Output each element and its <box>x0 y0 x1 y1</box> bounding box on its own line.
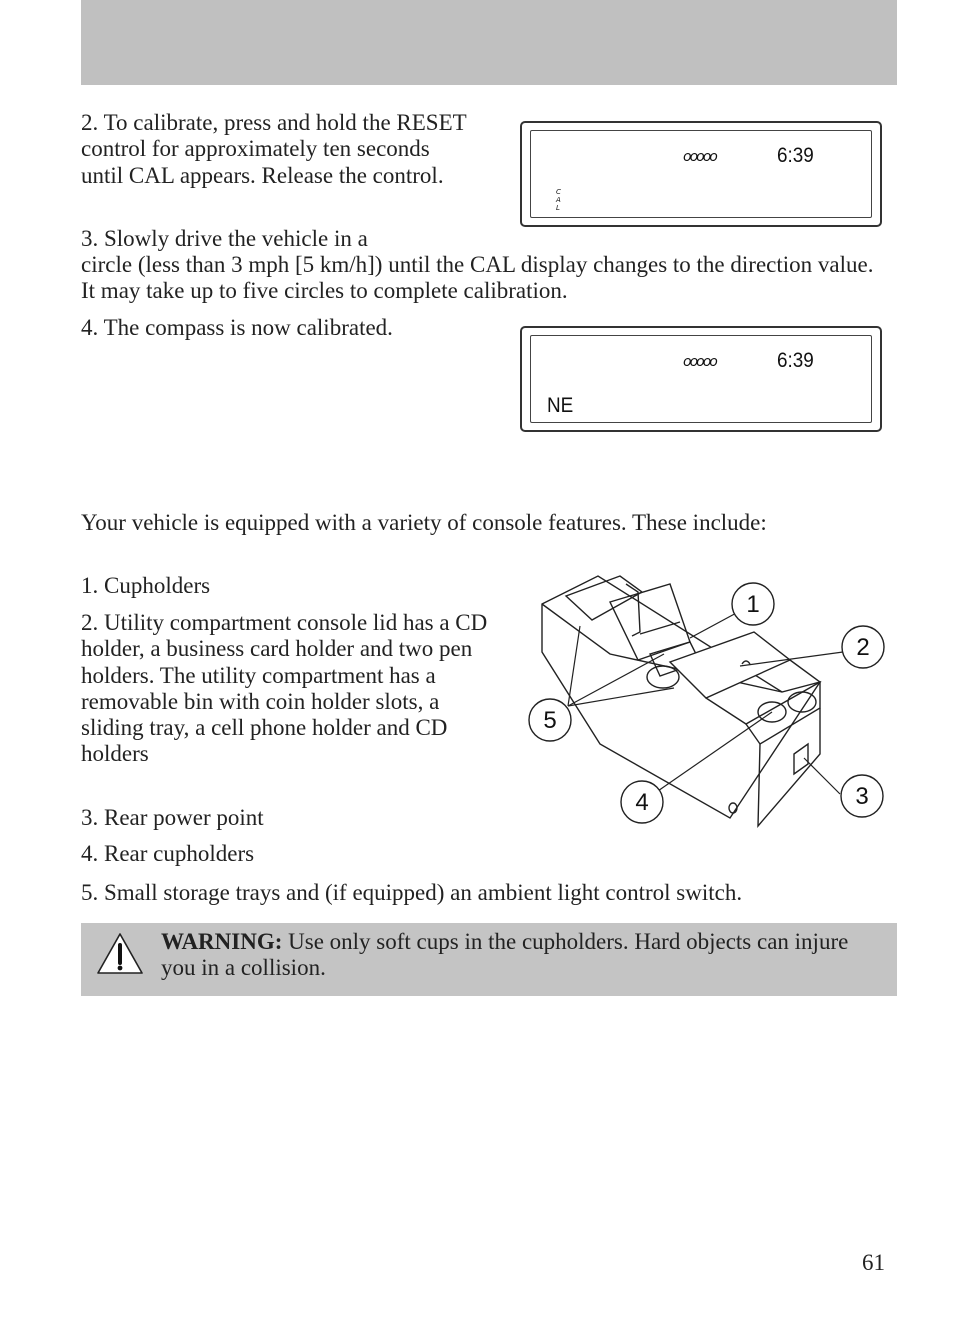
console-item-3: 3. Rear power point <box>81 805 264 830</box>
callout-3: 3 <box>855 783 869 810</box>
console-item-5: 5. Small storage trays and (if equipped) an ambient light control switch. <box>81 880 743 905</box>
console-item-2: 2. Utility compartment console lid has a CD holder, a business card holder and two pen holders. The utility compartment has a removable bin with coin holder slots, a sliding tray, a cell phone holder and CD holders <box>81 610 488 767</box>
page-number: 61 <box>862 1250 885 1275</box>
warning-triangle-icon <box>95 931 145 977</box>
console-illustration <box>520 572 892 834</box>
display-dots: ooooo <box>683 354 716 370</box>
console-item-4: 4. Rear cupholders <box>81 841 255 866</box>
warning-message: Use only soft cups in the cupholders. Hard objects can injure you in a collision. <box>161 929 849 981</box>
display-cal-label: CAL <box>556 188 561 212</box>
display-dots: ooooo <box>683 149 716 165</box>
step-4-text: 4. The compass is now calibrated. <box>81 315 393 340</box>
callout-4: 4 <box>635 789 649 816</box>
step-3-line-1: 3. Slowly drive the vehicle in a <box>81 226 368 251</box>
console-item-1: 1. Cupholders <box>81 573 211 598</box>
console-intro: Your vehicle is equipped with a variety of console features. These include: <box>81 510 767 535</box>
warning-label: WARNING: <box>161 929 283 954</box>
callout-5: 5 <box>543 707 557 734</box>
warning-text <box>161 929 881 982</box>
display-time: 6:39 <box>777 349 814 372</box>
display-cal <box>520 121 882 227</box>
step-3-text: circle (less than 3 mph [5 km/h]) until the CAL display changes to the direction value. It may take up to five circles to complete calibration. <box>81 252 874 304</box>
display-ne <box>520 326 882 432</box>
step-2-text: 2. To calibrate, press and hold the RESET control for approximately ten seconds until CAL appears. Release the control. <box>81 110 467 188</box>
callout-1: 1 <box>746 591 760 618</box>
display-time: 6:39 <box>777 144 814 167</box>
warning-box <box>81 923 897 996</box>
display-screen <box>530 130 872 218</box>
callout-2: 2 <box>856 634 870 661</box>
header-bar <box>81 0 897 85</box>
display-direction: NE <box>547 394 574 417</box>
display-screen <box>530 335 872 423</box>
